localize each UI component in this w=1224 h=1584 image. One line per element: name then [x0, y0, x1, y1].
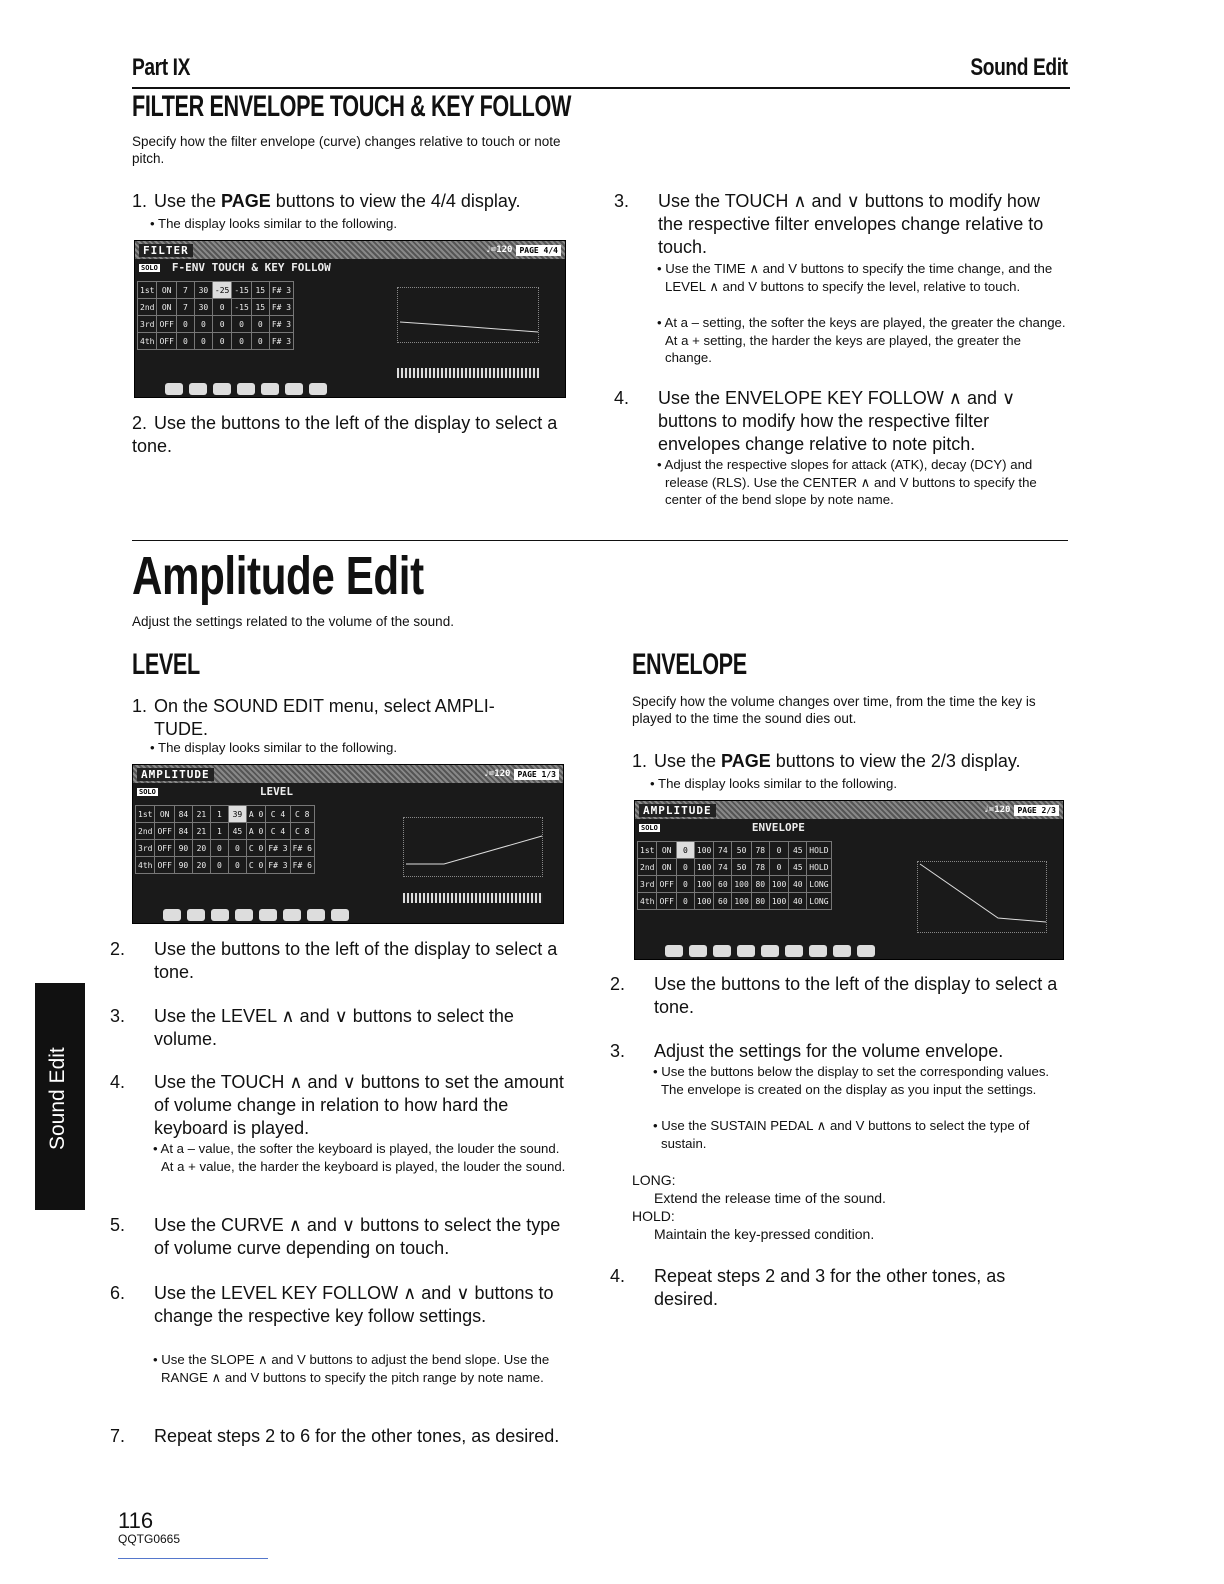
lcd-cell: 60	[714, 893, 732, 910]
lcd-cell: 21	[192, 806, 210, 823]
lcd-cell: ON	[157, 299, 176, 316]
step-text: Repeat steps 2 to 6 for the other tones, as desired.	[154, 1426, 560, 1446]
lcd-cell: F# 3	[269, 316, 293, 333]
filter-step3	[614, 190, 1068, 259]
lcd-cell: LONG	[807, 876, 831, 893]
step-number: 1.	[132, 191, 148, 211]
lcd-cell: 80	[751, 876, 769, 893]
long-label: LONG:	[632, 1172, 676, 1188]
step-number: 2.	[610, 974, 626, 994]
lcd-cell: 3rd	[638, 876, 657, 893]
lcd-cell: 15	[251, 299, 269, 316]
lcd-cell: ON	[657, 859, 676, 876]
solo-badge: SOLO	[641, 823, 658, 832]
level-step1	[132, 695, 572, 741]
lcd-cell: 0	[228, 840, 246, 857]
lcd-cell: 0	[210, 840, 228, 857]
page-keyword: PAGE	[221, 191, 271, 211]
solo-badge: SOLO	[141, 263, 158, 272]
lcd-cell: HOLD	[807, 859, 831, 876]
lcd-buttons	[665, 945, 875, 957]
envelope-step3-bullet-1: • Use the buttons below the display to set the corresponding values. The envelope is created on the display as you input the settings.	[653, 1064, 1050, 1097]
step-text: Use the buttons to the left of the display to select a tone.	[154, 939, 558, 982]
step-text: Repeat steps 2 and 3 for the other tones, as desired.	[654, 1266, 1006, 1309]
envelope-lcd-table	[637, 841, 832, 910]
lcd-title-bar	[635, 801, 1063, 819]
step-text-b: buttons to view the 2/3 display.	[770, 751, 1021, 771]
part-label: Part IX	[132, 54, 191, 81]
section-label: Sound Edit	[970, 54, 1068, 81]
lcd-cell: C 8	[290, 806, 314, 823]
lcd-cell: A 0	[246, 806, 265, 823]
level-lcd-display	[132, 764, 564, 924]
lcd-cell: 45	[789, 842, 807, 859]
lcd-cell: 20	[192, 857, 210, 874]
filter-step2	[132, 412, 572, 458]
lcd-cell: 84	[174, 823, 192, 840]
lcd-cell: 0	[212, 316, 231, 333]
lcd-cell: 39	[228, 806, 246, 823]
step-number: 4.	[610, 1266, 626, 1286]
lcd-tempo: ♩=120	[485, 245, 513, 255]
lcd-cell: OFF	[155, 857, 174, 874]
lcd-tempo: ♩=120	[983, 805, 1011, 815]
step-number: 6.	[110, 1283, 126, 1303]
lcd-cell: 0	[232, 316, 251, 333]
lcd-cell: 0	[676, 842, 694, 859]
lcd-cell: 4th	[136, 857, 155, 874]
lcd-cell: 2nd	[138, 299, 157, 316]
lcd-cell: ON	[157, 282, 176, 299]
lcd-title: AMPLITUDE	[137, 768, 214, 781]
lcd-cell: ON	[155, 806, 174, 823]
lcd-row	[138, 316, 294, 333]
lcd-row	[136, 806, 315, 823]
page-keyword: PAGE	[721, 751, 771, 771]
lcd-cell: 4th	[638, 893, 657, 910]
step-text: Use the buttons to the left of the display to select a tone.	[132, 413, 558, 456]
lcd-title-bar	[135, 241, 565, 259]
filter-step1	[132, 190, 572, 213]
step-text: Use the CURVE ∧ and ∨ buttons to select the type of volume curve depending on touch.	[154, 1215, 561, 1258]
amplitude-title: Amplitude Edit	[132, 546, 424, 606]
lcd-cell: 0	[251, 316, 269, 333]
lcd-cell: 100	[732, 893, 751, 910]
envelope-step3-bullet-2: • Use the SUSTAIN PEDAL ∧ and V buttons to select the type of sustain.	[653, 1118, 1030, 1151]
lcd-subtitle: ENVELOPE	[751, 821, 805, 834]
lcd-cell: 1st	[638, 842, 657, 859]
lcd-row	[638, 859, 832, 876]
lcd-cell: F# 6	[290, 840, 314, 857]
lcd-cell: LONG	[807, 893, 831, 910]
lcd-cell: 100	[694, 876, 713, 893]
lcd-cell: -25	[212, 282, 231, 299]
lcd-cell: 7	[176, 282, 194, 299]
lcd-cell: A 0	[246, 823, 265, 840]
lcd-cell: 2nd	[136, 823, 155, 840]
solo-badge: SOLO	[139, 787, 156, 796]
hold-text: Maintain the key-pressed condition.	[654, 1226, 875, 1242]
lcd-cell: 100	[769, 876, 788, 893]
lcd-cell: 21	[192, 823, 210, 840]
lcd-cell: 1	[210, 823, 228, 840]
envelope-intro: Specify how the volume changes over time, from the time the key is played to the time the sound dies out.	[632, 694, 1036, 726]
lcd-cell: 50	[732, 842, 751, 859]
lcd-cell: 30	[194, 299, 212, 316]
step-number: 3.	[610, 1041, 626, 1061]
step-text-a: Use the	[154, 191, 222, 211]
lcd-cell: 1st	[136, 806, 155, 823]
sidebar-tab-label: Sound Edit	[46, 1047, 69, 1150]
level-step5	[110, 1214, 572, 1260]
lcd-cell: 0	[176, 316, 194, 333]
lcd-cell: 100	[694, 859, 713, 876]
step-number: 5.	[110, 1215, 126, 1235]
step-text-b: buttons to view the 4/4 display.	[270, 191, 521, 211]
lcd-row	[638, 842, 832, 859]
filter-step3-bullet-2: • At a – setting, the softer the keys are played, the greater the change. At a + setting, the harder the keys are played, the greater the change.	[657, 315, 1066, 365]
lcd-row	[138, 282, 294, 299]
lcd-cell: 7	[176, 299, 194, 316]
lcd-cell: 74	[714, 859, 732, 876]
lcd-cell: 0	[212, 333, 231, 350]
lcd-cell: 3rd	[136, 840, 155, 857]
step-number: 3.	[614, 191, 630, 211]
lcd-cell: C 4	[266, 806, 290, 823]
level-step6	[110, 1282, 572, 1328]
lcd-cell: 60	[714, 876, 732, 893]
lcd-page: PAGE 2/3	[1014, 805, 1059, 816]
lcd-cell: F# 3	[269, 282, 293, 299]
step-number: 2.	[132, 413, 148, 433]
step-text-line2: TUDE.	[154, 719, 208, 739]
lcd-row	[136, 823, 315, 840]
lcd-subtitle-row	[135, 259, 565, 276]
lcd-cell: 40	[789, 893, 807, 910]
step-text-line1: On the SOUND EDIT menu, select AMPLI-	[154, 696, 495, 716]
lcd-cell: 100	[769, 893, 788, 910]
filter-curve	[398, 288, 540, 344]
lcd-cell: 3rd	[138, 316, 157, 333]
level-step4-bullet: • At a – value, the softer the keyboard is played, the louder the sound. At a + value, the harder the keyboard is played, the louder the sound.	[153, 1141, 566, 1174]
step-number: 1.	[132, 696, 148, 716]
step-text: Use the LEVEL ∧ and ∨ buttons to select the volume.	[154, 1006, 514, 1049]
filter-step4-bullet: • Adjust the respective slopes for attack (ATK), decay (DCY) and release (RLS). Use the CENTER ∧ and V buttons to specify the center of the bend slope by note name.	[657, 457, 1037, 507]
level-title: LEVEL	[132, 648, 200, 681]
footer-line	[118, 1558, 268, 1559]
lcd-cell: 78	[751, 859, 769, 876]
lcd-cell: 0	[212, 299, 231, 316]
envelope-step2	[610, 973, 1068, 1019]
section-divider	[132, 540, 1068, 541]
lcd-cell: F# 3	[266, 840, 290, 857]
lcd-cell: 15	[251, 282, 269, 299]
lcd-row	[136, 857, 315, 874]
envelope-lcd-display	[634, 800, 1064, 960]
step-text: Adjust the settings for the volume envelope.	[654, 1041, 1004, 1061]
lcd-cell: 78	[751, 842, 769, 859]
step-number: 3.	[110, 1006, 126, 1026]
level-curve	[404, 818, 544, 878]
level-lcd-table	[135, 805, 315, 874]
lcd-cell: OFF	[155, 823, 174, 840]
lcd-cell: 0	[210, 857, 228, 874]
lcd-cell: 0	[769, 859, 788, 876]
lcd-cell: 74	[714, 842, 732, 859]
lcd-cell: 40	[789, 876, 807, 893]
filter-step3-bullet-1: • Use the TIME ∧ and V buttons to specify the time change, and the LEVEL ∧ and V buttons to specify the level, relative to touch.	[657, 261, 1053, 294]
lcd-subtitle-row	[635, 819, 1063, 836]
lcd-buttons	[163, 909, 349, 921]
filter-step4	[614, 387, 1068, 456]
level-step6-bullet: • Use the SLOPE ∧ and V buttons to adjust the bend slope. Use the RANGE ∧ and V buttons to specify the pitch range by note name.	[153, 1352, 550, 1385]
lcd-title: FILTER	[139, 244, 193, 257]
envelope-title: ENVELOPE	[632, 648, 747, 681]
lcd-cell: OFF	[657, 876, 676, 893]
lcd-cell: 0	[251, 333, 269, 350]
envelope-step3	[610, 1040, 1068, 1063]
lcd-cell: 0	[194, 333, 212, 350]
lcd-page: PAGE 1/3	[514, 769, 559, 780]
lcd-subtitle: LEVEL	[259, 785, 293, 798]
lcd-cell: 0	[769, 842, 788, 859]
lcd-cell: -15	[232, 282, 251, 299]
lcd-row	[138, 333, 294, 350]
step-text: Use the TOUCH ∧ and ∨ buttons to set the amount of volume change in relation to how hard the keyboard is played.	[154, 1072, 564, 1138]
lcd-cell: OFF	[155, 840, 174, 857]
level-graph	[403, 817, 543, 877]
step-text: Use the buttons to the left of the display to select a tone.	[654, 974, 1058, 1017]
lcd-cell: 0	[676, 876, 694, 893]
lcd-cell: F# 3	[269, 299, 293, 316]
long-text: Extend the release time of the sound.	[654, 1190, 886, 1206]
lcd-cell: F# 3	[269, 333, 293, 350]
envelope-step1	[632, 750, 1068, 773]
level-step2	[110, 938, 572, 984]
envelope-curve	[918, 862, 1048, 934]
lcd-cell: 4th	[138, 333, 157, 350]
amplitude-intro: Adjust the settings related to the volume of the sound.	[132, 614, 454, 629]
lcd-subtitle-row	[133, 783, 563, 800]
level-step1-bullet: • The display looks similar to the following.	[150, 740, 397, 755]
lcd-cell: 0	[232, 333, 251, 350]
filter-step1-bullet: • The display looks similar to the following.	[150, 216, 397, 231]
lcd-cell: OFF	[157, 333, 176, 350]
lcd-cell: 2nd	[638, 859, 657, 876]
lcd-title-bar	[133, 765, 563, 783]
lcd-cell: 90	[174, 840, 192, 857]
lcd-cell: F# 6	[290, 857, 314, 874]
lcd-cell: OFF	[157, 316, 176, 333]
lcd-cell: C 8	[290, 823, 314, 840]
lcd-cell: 50	[732, 859, 751, 876]
step-number: 1.	[632, 751, 648, 771]
step-number: 4.	[110, 1072, 126, 1092]
lcd-cell: 1	[210, 806, 228, 823]
lcd-cell: HOLD	[807, 842, 831, 859]
lcd-cell: 0	[676, 893, 694, 910]
lcd-cell: 45	[228, 823, 246, 840]
filter-title: FILTER ENVELOPE TOUCH & KEY FOLLOW	[132, 90, 571, 123]
lcd-title: AMPLITUDE	[639, 804, 716, 817]
filter-intro: Specify how the filter envelope (curve) changes relative to touch or note pitch.	[132, 134, 561, 166]
lcd-cell: C 0	[246, 857, 265, 874]
filter-lcd-table	[137, 281, 294, 350]
step-number: 2.	[110, 939, 126, 959]
envelope-graph	[917, 861, 1047, 933]
envelope-step1-bullet: • The display looks similar to the following.	[650, 776, 897, 791]
lcd-cell: 80	[751, 893, 769, 910]
page-number: 116	[118, 1508, 154, 1533]
lcd-cell: 0	[676, 859, 694, 876]
lcd-cell: 20	[192, 840, 210, 857]
lcd-cell: 100	[732, 876, 751, 893]
lcd-tempo: ♩=120	[483, 769, 511, 779]
level-step7	[110, 1425, 572, 1448]
lcd-cell: 45	[789, 859, 807, 876]
lcd-cell: 0	[176, 333, 194, 350]
lcd-cell: 0	[194, 316, 212, 333]
lcd-cell: 84	[174, 806, 192, 823]
lcd-cell: 90	[174, 857, 192, 874]
lcd-buttons	[165, 383, 327, 395]
step-number: 7.	[110, 1426, 126, 1446]
lcd-cell: 100	[694, 893, 713, 910]
lcd-cell: C 4	[266, 823, 290, 840]
step-text: Use the LEVEL KEY FOLLOW ∧ and ∨ buttons to change the respective key follow settings.	[154, 1283, 554, 1326]
lcd-subtitle: F-ENV TOUCH & KEY FOLLOW	[171, 261, 331, 274]
lcd-cell: -15	[232, 299, 251, 316]
step-text-a: Use the	[654, 751, 722, 771]
lcd-row	[638, 876, 832, 893]
filter-lcd-display	[134, 240, 566, 398]
lcd-row	[638, 893, 832, 910]
filter-graph	[397, 287, 539, 343]
document-code: QQTG0665	[118, 1532, 181, 1546]
lcd-cell: ON	[657, 842, 676, 859]
envelope-step4	[610, 1265, 1068, 1311]
hold-label: HOLD:	[632, 1208, 675, 1224]
step-text: Use the TOUCH ∧ and ∨ buttons to modify how the respective filter envelopes change relative to touch.	[658, 191, 1044, 257]
lcd-page: PAGE 4/4	[516, 245, 561, 256]
step-text: Use the ENVELOPE KEY FOLLOW ∧ and ∨ buttons to modify how the respective filter envelopes change relative to note pitch.	[658, 388, 1016, 454]
lcd-row	[136, 840, 315, 857]
step-number: 4.	[614, 388, 630, 408]
level-step4	[110, 1071, 572, 1140]
level-step3	[110, 1005, 572, 1051]
lcd-cell: 0	[228, 857, 246, 874]
lcd-cell: 1st	[138, 282, 157, 299]
lcd-cell: C 0	[246, 840, 265, 857]
header-rule	[132, 87, 1070, 89]
lcd-cell: 30	[194, 282, 212, 299]
lcd-cell: OFF	[657, 893, 676, 910]
lcd-cell: F# 3	[266, 857, 290, 874]
lcd-row	[138, 299, 294, 316]
keyboard-strip	[403, 893, 543, 903]
lcd-cell: 100	[694, 842, 713, 859]
keyboard-strip	[397, 368, 539, 378]
